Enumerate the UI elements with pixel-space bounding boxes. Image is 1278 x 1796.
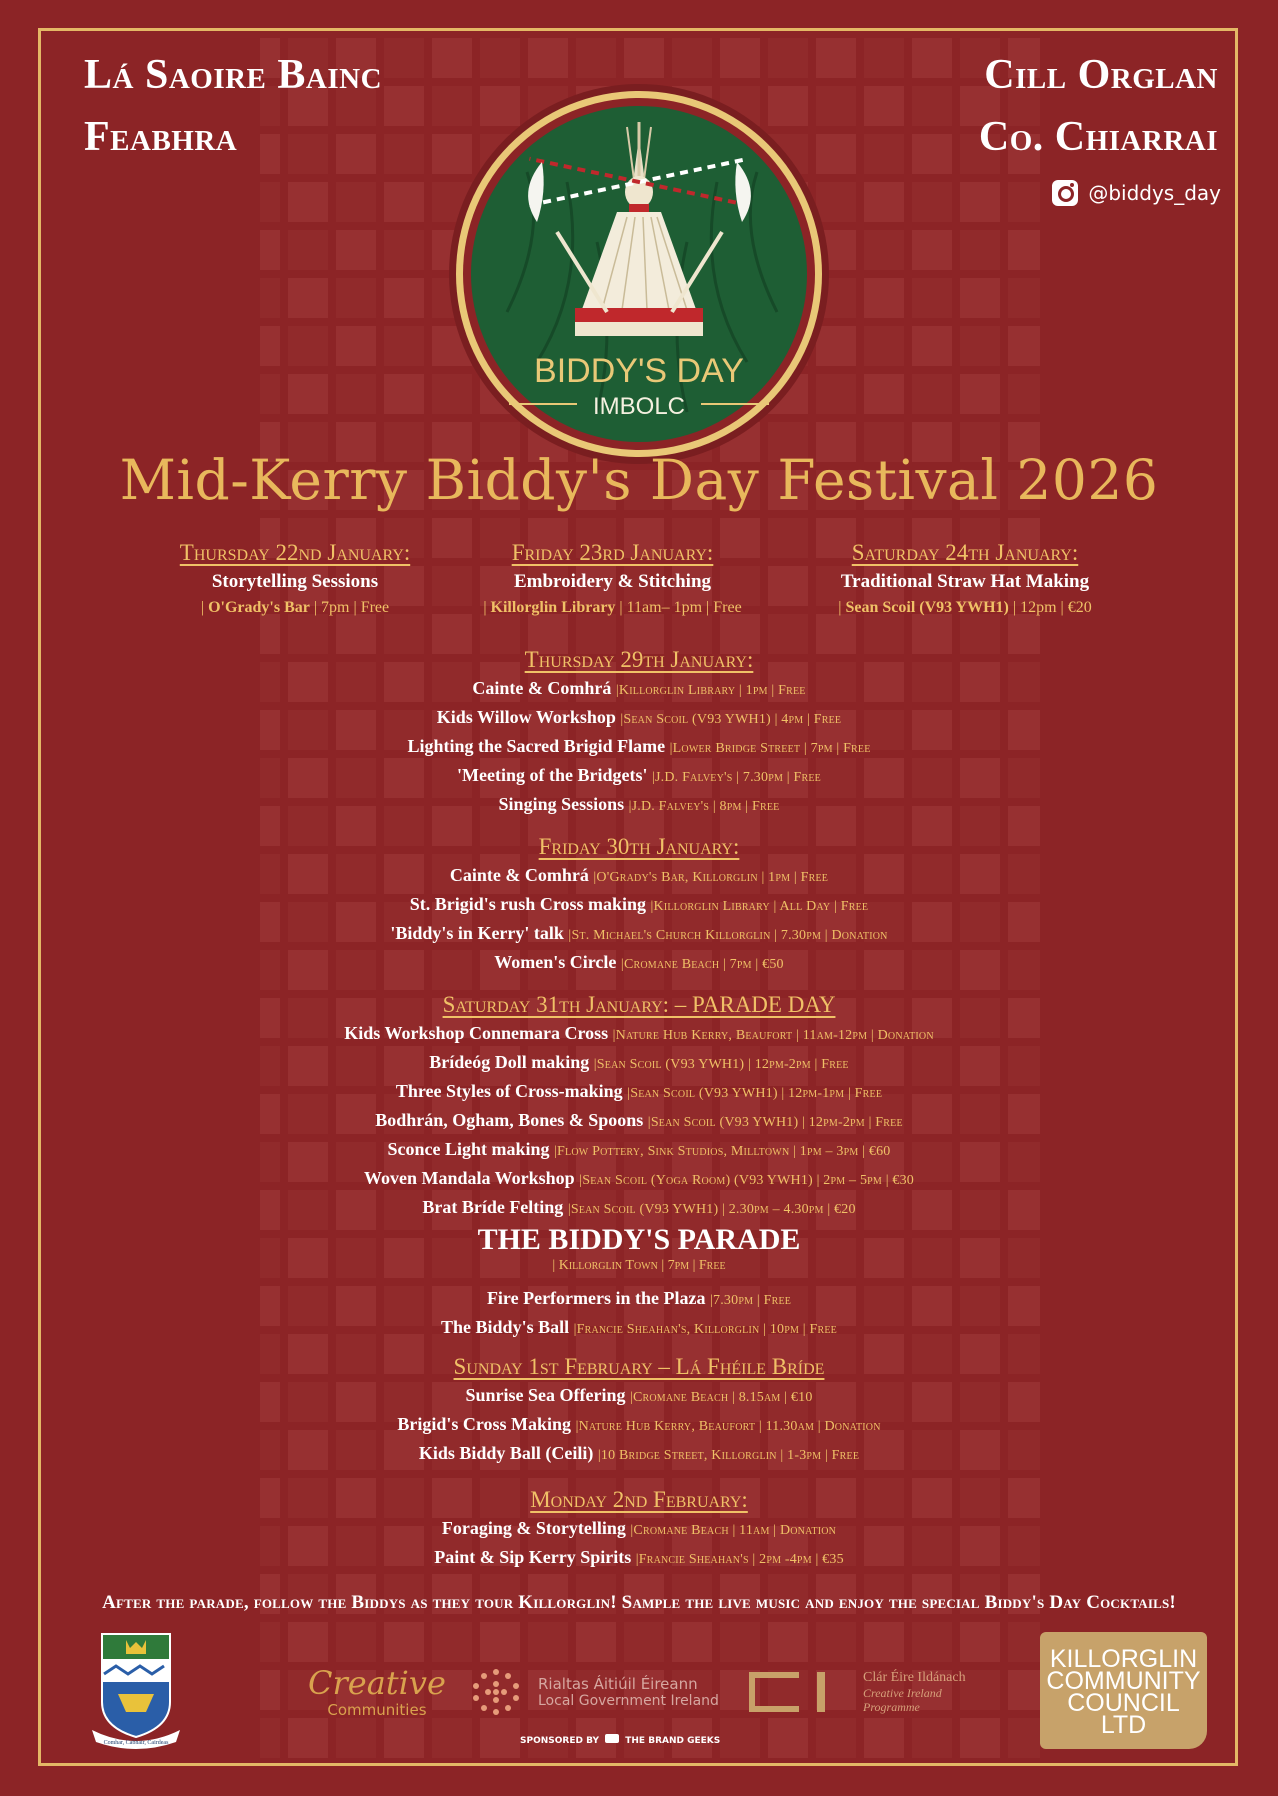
event-details: Francie Sheahan's, Killorglin | 10pm | Free <box>576 1322 837 1337</box>
event-row: St. Brigid's rush Cross making |Killorglin Library | All Day | Free <box>409 894 869 914</box>
instagram-text: @biddys_day <box>1088 181 1221 205</box>
event-name: Cainte & Comhrá <box>449 865 589 885</box>
event-details: Nature Hub Kerry, Beaufort | 11am-12pm | Donation <box>615 1028 934 1043</box>
event-time: 11am– 1pm <box>626 599 703 616</box>
event-row: Fire Performers in the Plaza |7.30pm | Free <box>486 1288 792 1308</box>
event-name: 'Biddy's in Kerry' talk <box>390 923 564 943</box>
crest-motto: Comhar, Cabhair, Cairdeas <box>103 1740 169 1746</box>
day-heading: Friday 30th January: <box>538 834 740 859</box>
event-venue: Killorglin Library <box>490 599 616 616</box>
event-name: Bodhrán, Ogham, Bones & Spoons <box>375 1110 644 1130</box>
event-price: Free <box>360 599 390 616</box>
event-name: Singing Sessions <box>498 794 625 814</box>
event-venue: Sean Scoil (V93 YWH1) <box>845 599 1009 616</box>
event-row: Bodhrán, Ogham, Bones & Spoons |Sean Scoil (V93 YWH1) | 12pm-2pm | Free <box>375 1110 903 1130</box>
kcc-line3: COUNCIL LTD <box>1067 1689 1180 1739</box>
day-heading: Monday 2nd February: <box>530 1487 748 1512</box>
event-details: Sean Scoil (Yoga Room) (V93 YWH1) | 2pm – 5pm | €30 <box>582 1173 915 1188</box>
event-info: | Sean Scoil (V93 YWH1) | 12pm | €20 <box>838 599 1092 616</box>
tagline: After the parade, follow the Biddys as they tour Killorglin! Sample the live music and enjoy the special Biddy's Day Cocktails! <box>102 1592 1176 1613</box>
event-row: Cainte & Comhrá |O'Grady's Bar, Killorglin | 1pm | Free <box>449 865 829 885</box>
event-row: Foraging & Storytelling |Cromane Beach | 11am | Donation <box>441 1518 837 1538</box>
parade-details: | Killorglin Town | 7pm | Free <box>552 1258 726 1273</box>
festival-title: Mid-Kerry Biddy's Day Festival 2026 <box>119 448 1159 512</box>
event-name: Women's Circle <box>494 952 617 972</box>
event-row: Sconce Light making |Flow Pottery, Sink Studios, Milltown | 1pm – 3pm | €60 <box>387 1139 891 1159</box>
event-name: Sconce Light making <box>387 1139 550 1159</box>
event-details: Killorglin Library | All Day | Free <box>653 899 869 914</box>
town-label: Cill Orglan <box>984 52 1218 98</box>
rialtas-irish: Rialtas Áitiúil Éireann <box>538 1675 698 1693</box>
sponsor-bar <box>0 1620 1278 1750</box>
event-details: Killorglin Library | 1pm | Free <box>618 683 806 698</box>
day-heading: Friday 23rd January: <box>511 540 714 565</box>
county-label: Co. Chiarrai <box>978 114 1218 160</box>
header-right <box>979 44 1218 168</box>
event-venue: O'Grady's Bar <box>208 599 310 616</box>
sponsored-by-line <box>520 1734 720 1746</box>
bank-holiday-label: Lá Saoire Bainc <box>84 52 383 98</box>
event-details: O'Grady's Bar, Killorglin | 1pm | Free <box>596 870 829 885</box>
event-name: Brat Bríde Felting <box>422 1197 564 1217</box>
day-column-saturday-24 <box>800 540 1130 617</box>
event-time: 7pm <box>321 599 350 616</box>
brand-geeks-icon <box>605 1734 619 1743</box>
event-row: Brat Bríde Felting |Sean Scoil (V93 YWH1) | 2.30pm – 4.30pm | €20 <box>422 1197 856 1217</box>
event-name: The Biddy's Ball <box>441 1317 570 1337</box>
event-info: | O'Grady's Bar | 7pm | Free <box>200 599 390 616</box>
event-title: Embroidery & Stitching <box>513 571 712 592</box>
month-label: Feabhra <box>84 114 238 160</box>
communities-word: Communities <box>327 1701 427 1719</box>
kcc-line1: KILLORGLIN <box>1049 1645 1198 1673</box>
event-name: Foraging & Storytelling <box>441 1518 626 1538</box>
event-details: Francie Sheahan's | 2pm -4pm | €35 <box>638 1552 844 1567</box>
event-name: Kids Workshop Connemara Cross <box>344 1023 609 1043</box>
day-heading: Sunday 1st February – Lá Fhéile Bríde <box>453 1354 825 1379</box>
event-row: Kids Workshop Connemara Cross |Nature Hub Kerry, Beaufort | 11am-12pm | Donation <box>344 1023 934 1043</box>
event-details: Sean Scoil (V93 YWH1) | 4pm | Free <box>623 712 842 727</box>
event-row: Cainte & Comhrá |Killorglin Library | 1pm | Free <box>472 678 806 698</box>
day-column-thursday-22 <box>170 540 420 617</box>
event-row: Kids Willow Workshop |Sean Scoil (V93 YWH1) | 4pm | Free <box>436 707 842 727</box>
event-time: 12pm <box>1020 599 1057 616</box>
event-details: Sean Scoil (V93 YWH1) | 2.30pm – 4.30pm | €20 <box>570 1202 856 1217</box>
event-details: Sean Scoil (V93 YWH1) | 12pm-2pm | Free <box>596 1057 849 1072</box>
logo-title: BIDDY'S DAY <box>534 352 744 390</box>
event-details: Sean Scoil (V93 YWH1) | 12pm-1pm | Free <box>630 1086 883 1101</box>
event-title: Traditional Straw Hat Making <box>840 571 1090 592</box>
event-details: Cromane Beach | 8.15am | €10 <box>632 1390 813 1405</box>
creative-communities-logo <box>308 1665 446 1719</box>
event-row: Three Styles of Cross-making |Sean Scoil (V93 YWH1) | 12pm-1pm | Free <box>395 1081 883 1101</box>
creative-ireland-mark-icon <box>745 1668 845 1716</box>
day-heading: Thursday 22nd January: <box>179 540 411 565</box>
event-row: Brigid's Cross Making |Nature Hub Kerry, Beaufort | 11.30am | Donation <box>397 1414 881 1434</box>
event-name: Kids Willow Workshop <box>436 707 616 727</box>
event-name: Cainte & Comhrá <box>472 678 612 698</box>
event-row: Women's Circle |Cromane Beach | 7pm | €50 <box>494 952 784 972</box>
event-row: Paint & Sip Kerry Spirits |Francie Sheahan's | 2pm -4pm | €35 <box>434 1547 844 1567</box>
section-thursday-29 <box>0 645 1278 820</box>
event-row: Woven Mandala Workshop |Sean Scoil (Yoga Room) (V93 YWH1) | 2pm – 5pm | €30 <box>363 1168 915 1188</box>
day-heading: Saturday 31th January: – PARADE DAY <box>442 992 836 1017</box>
rialtas-english: Local Government Ireland <box>538 1693 719 1709</box>
event-name: St. Brigid's rush Cross making <box>409 894 647 914</box>
event-info: | Killorglin Library | 11am– 1pm | Free <box>483 599 742 616</box>
event-name: Brídeóg Doll making <box>429 1052 590 1072</box>
event-name: Woven Mandala Workshop <box>363 1168 575 1188</box>
logo-subtitle: IMBOLC <box>592 393 686 420</box>
biddys-day-logo <box>447 82 831 466</box>
section-sunday-1-feb <box>0 1352 1278 1469</box>
event-row: The Biddy's Ball |Francie Sheahan's, Killorglin | 10pm | Free <box>441 1317 837 1337</box>
event-details: Cromane Beach | 7pm | €50 <box>623 957 784 972</box>
event-details: J.D. Falvey's | 7.30pm | Free <box>655 770 821 785</box>
event-details: Lower Bridge Street | 7pm | Free <box>672 741 871 756</box>
brand-geeks-name: THE BRAND GEEKS <box>625 1736 721 1746</box>
event-details: 10 Bridge Street, Killorglin | 1-3pm | Free <box>600 1448 860 1463</box>
header-left <box>84 44 382 168</box>
event-row: Sunrise Sea Offering |Cromane Beach | 8.15am | €10 <box>465 1385 813 1405</box>
dotted-circle-icon <box>468 1664 524 1720</box>
instagram-handle[interactable] <box>1052 180 1221 206</box>
event-details: J.D. Falvey's | 8pm | Free <box>631 799 780 814</box>
event-name: Sunrise Sea Offering <box>465 1385 626 1405</box>
killorglin-community-council-logo <box>1040 1632 1207 1749</box>
event-row: Kids Biddy Ball (Ceili) |10 Bridge Street, Killorglin | 1-3pm | Free <box>418 1443 860 1463</box>
event-name: Paint & Sip Kerry Spirits <box>434 1547 632 1567</box>
sponsored-by-label: SPONSORED BY <box>520 1736 599 1746</box>
kcc-line2: COMMUNITY <box>1046 1667 1201 1695</box>
event-name: Three Styles of Cross-making <box>395 1081 623 1101</box>
section-monday-2-feb <box>0 1485 1278 1573</box>
event-details: Flow Pottery, Sink Studios, Milltown | 1pm – 3pm | €60 <box>557 1144 891 1159</box>
event-name: Brigid's Cross Making <box>397 1414 572 1434</box>
day-heading: Saturday 24th January: <box>851 540 1079 565</box>
event-name: 'Meeting of the Bridgets' <box>457 765 648 785</box>
event-row: 'Meeting of the Bridgets' |J.D. Falvey's | 7.30pm | Free <box>457 765 821 785</box>
event-row: Lighting the Sacred Brigid Flame |Lower Bridge Street | 7pm | Free <box>407 736 871 756</box>
event-name: Lighting the Sacred Brigid Flame <box>407 736 666 756</box>
event-title: Storytelling Sessions <box>211 571 379 592</box>
clar-sub2: Programme <box>863 1700 920 1714</box>
creative-ireland-logo <box>745 1668 966 1716</box>
event-name: Kids Biddy Ball (Ceili) <box>418 1443 594 1463</box>
section-friday-30 <box>0 832 1278 978</box>
event-row: 'Biddy's in Kerry' talk |St. Michael's Church Killorglin | 7.30pm | Donation <box>390 923 888 943</box>
day-heading: Thursday 29th January: <box>524 647 754 672</box>
event-row: Brídeóg Doll making |Sean Scoil (V93 YWH1) | 12pm-2pm | Free <box>429 1052 849 1072</box>
event-details: Sean Scoil (V93 YWH1) | 12pm-2pm | Free <box>650 1115 903 1130</box>
section-saturday-31-parade-day <box>0 990 1278 1343</box>
clar-sub1: Creative Ireland <box>863 1686 942 1700</box>
day-column-friday-23 <box>460 540 765 617</box>
event-name: Fire Performers in the Plaza <box>486 1288 706 1308</box>
instagram-icon <box>1052 180 1078 206</box>
event-price: Free <box>713 599 742 616</box>
clar-title: Clár Éire Ildánach <box>863 1670 966 1685</box>
event-details: Cromane Beach | 11am | Donation <box>633 1523 837 1538</box>
local-government-ireland-logo <box>468 1664 719 1720</box>
event-details: St. Michael's Church Killorglin | 7.30pm | Donation <box>571 928 888 943</box>
event-row: Singing Sessions |J.D. Falvey's | 8pm | Free <box>498 794 780 814</box>
creative-word: Creative <box>308 1664 446 1702</box>
parade-title: THE BIDDY'S PARADE <box>477 1223 801 1256</box>
event-price: €20 <box>1067 599 1092 616</box>
kerry-county-crest-icon <box>86 1632 186 1750</box>
event-details: 7.30pm | Free <box>713 1293 792 1308</box>
event-details: Nature Hub Kerry, Beaufort | 11.30am | Donation <box>578 1419 881 1434</box>
